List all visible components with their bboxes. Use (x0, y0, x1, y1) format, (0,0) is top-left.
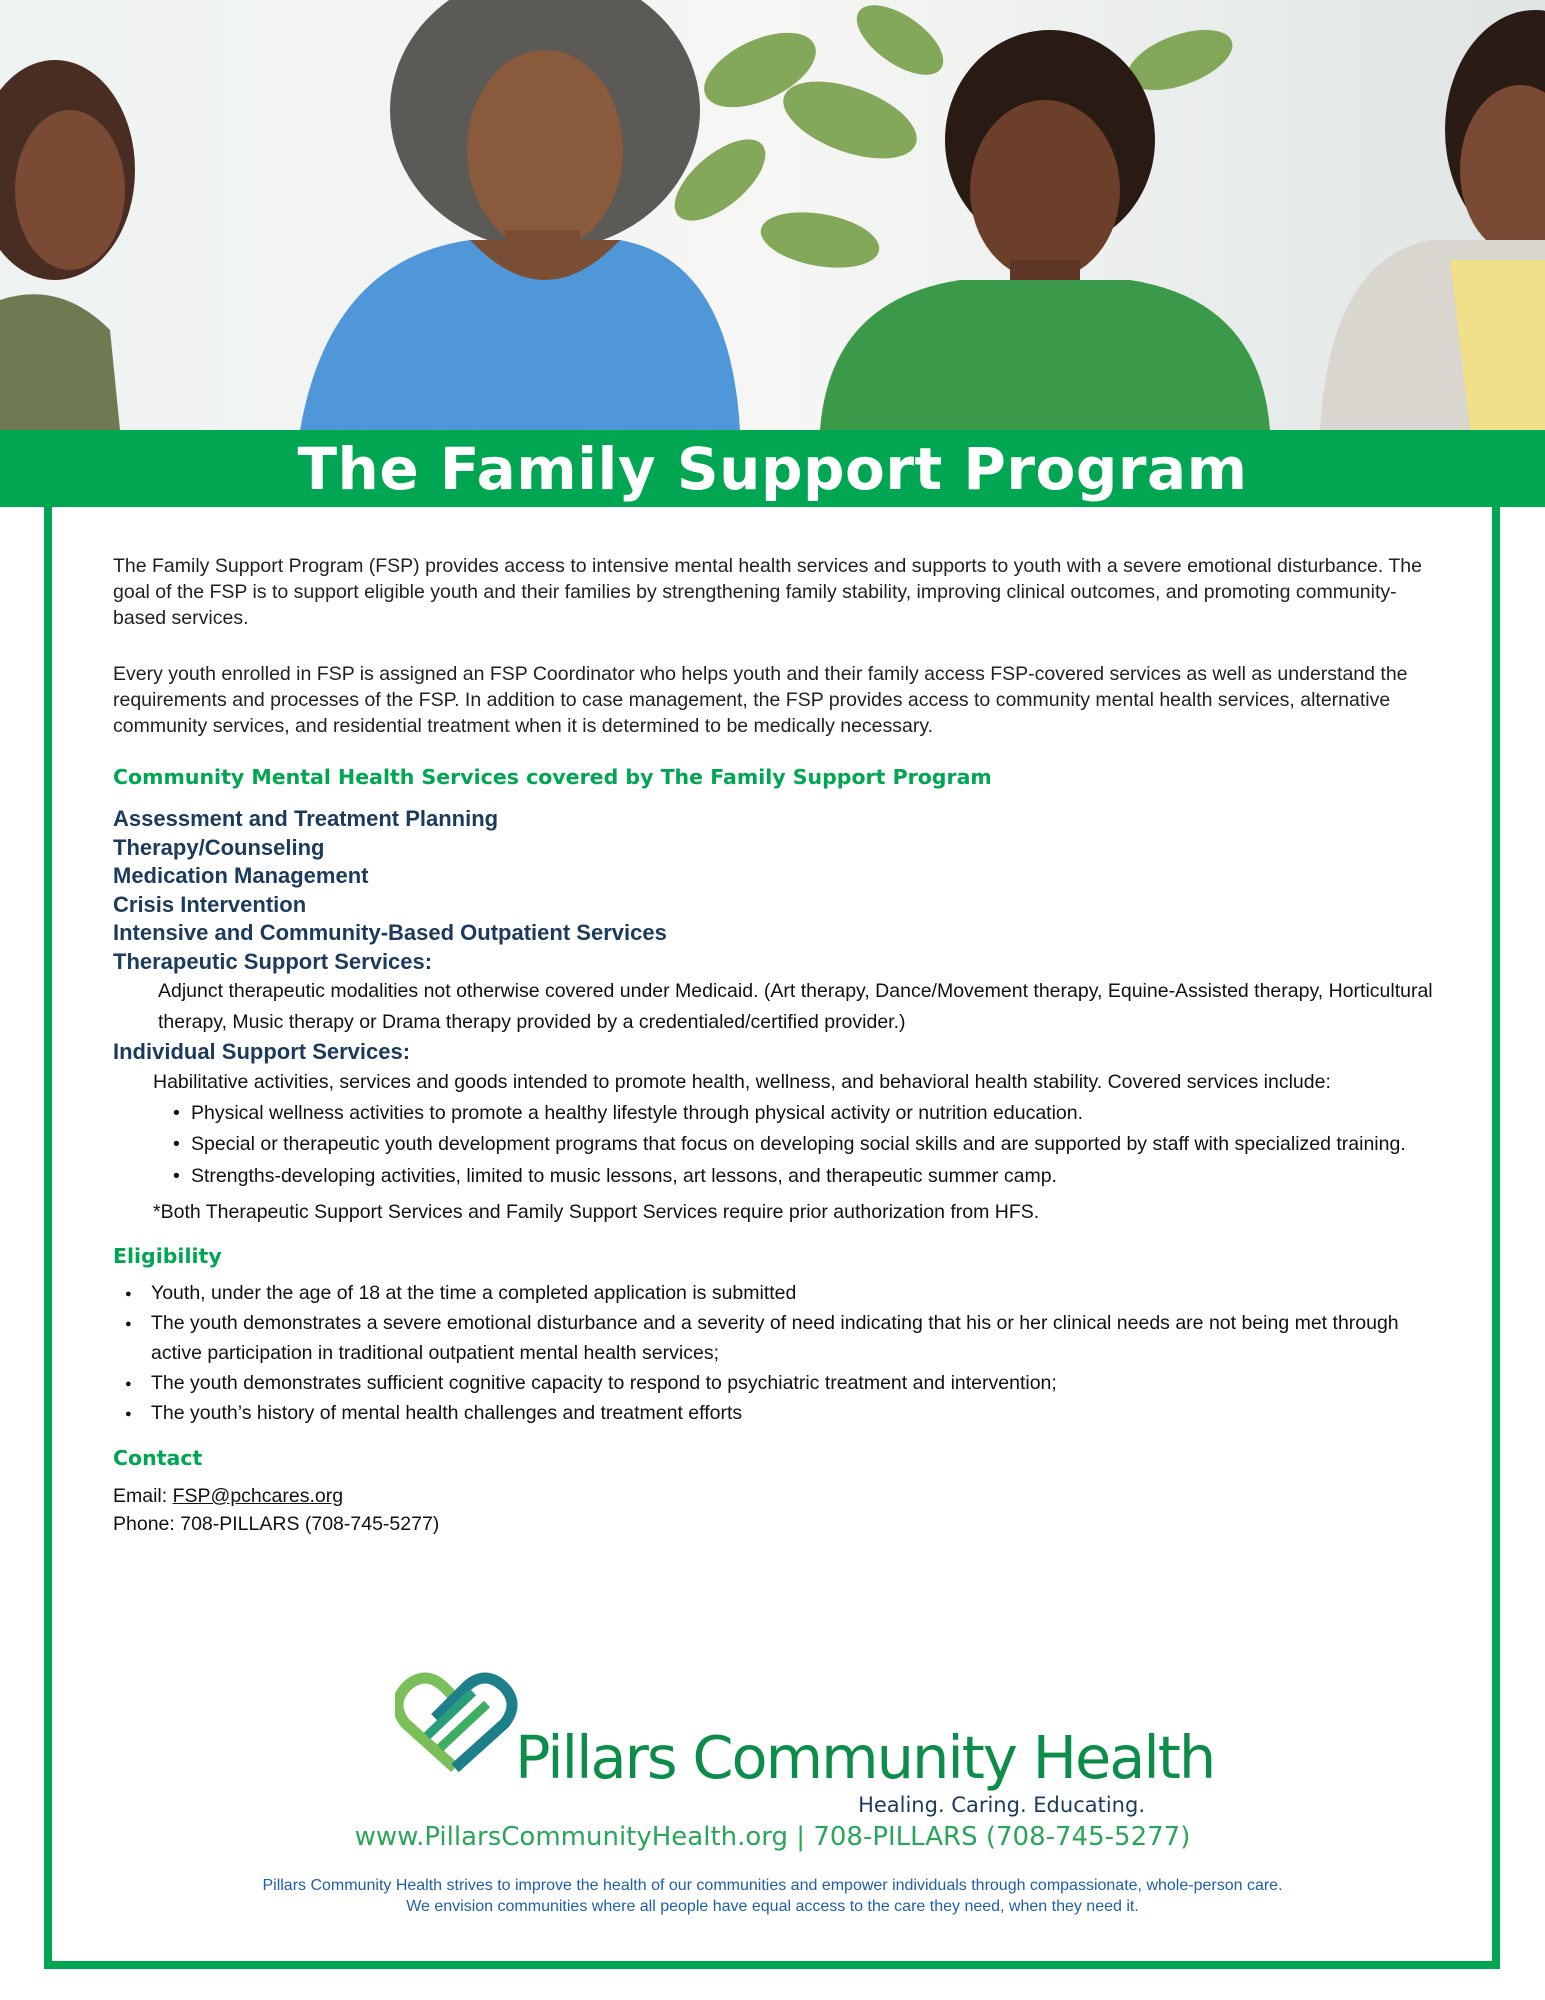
individual-support-desc: Habilitative activities, services and goods intended to promote health, wellness, and behavioral health stability. Covered services include: (153, 1070, 1331, 1093)
services-list (113, 805, 1433, 1226)
list-item: ● The youth demonstrates a severe emotional disturbance and a severity of need indicating that his or her clinical needs are not being met through active participation in traditional outpatient mental health services; (125, 1308, 1433, 1368)
eligibility-list (113, 1278, 1433, 1428)
footer-mission (0, 1875, 1545, 1917)
authorization-note: *Both Therapeutic Support Services and Family Support Services require prior authorization from HFS. (153, 1201, 1040, 1223)
individual-support-bullets (113, 1098, 1433, 1193)
contact-phone-line: Phone: 708-PILLARS (708-745-5277) (113, 1513, 440, 1535)
service-item: Crisis Intervention (113, 891, 307, 917)
hero-photo (0, 0, 1545, 430)
intro-paragraph-2: Every youth enrolled in FSP is assigned an FSP Coordinator who helps youth and their family access FSP-covered services as well as understand the requirements and processes of the FSP. In addition to case management, the FSP provides access to community mental health services, alternative community services, and residential treatment when it is determined to be medically necessary. (113, 663, 1408, 737)
logo-tagline: Healing. Caring. Educating. (858, 1793, 1145, 1817)
title-band (0, 430, 1545, 507)
service-item: Assessment and Treatment Planning (113, 806, 499, 831)
pillars-logo (395, 1668, 1215, 1818)
logo-name: Pillars Community Health (515, 1723, 1215, 1792)
page-title: The Family Support Program (297, 434, 1248, 503)
therapeutic-support-desc: Adjunct therapeutic modalities not otherwise covered under Medicaid. (Art therapy, Dance/Movement therapy, Equine-Assisted therapy, Horticultural therapy, Music therapy or Drama therapy provided by a credentialed/certified provider.) (158, 980, 1433, 1033)
mission-line-2: We envision communities where all people have equal access to the care they need, when they need it. (406, 1898, 1139, 1915)
main-content (113, 553, 1433, 1538)
list-item: • Physical wellness activities to promote a healthy lifestyle through physical activity or nutrition education. (173, 1098, 1433, 1130)
footer-contact-line: www.PillarsCommunityHealth.org | 708-PILLARS (708-745-5277) (354, 1822, 1191, 1852)
intro (113, 553, 1433, 739)
email-label: Email: (113, 1485, 173, 1507)
individual-support-label: Individual Support Services: (113, 1039, 411, 1064)
list-item: ● The youth demonstrates sufficient cognitive capacity to respond to psychiatric treatment and intervention; (125, 1368, 1433, 1398)
service-item: Intensive and Community-Based Outpatient Services (113, 920, 667, 945)
services-heading: Community Mental Health Services covered by The Family Support Program (113, 765, 992, 789)
list-item: ● Youth, under the age of 18 at the time a completed application is submitted (125, 1278, 1433, 1308)
mission-line-1: Pillars Community Health strives to improve the health of our communities and empower individuals through compassionate, whole-person care. (262, 1877, 1283, 1894)
eligibility-heading: Eligibility (113, 1244, 222, 1268)
contact-email-line (113, 1482, 1433, 1510)
list-item: ● The youth’s history of mental health challenges and treatment efforts (125, 1398, 1433, 1428)
list-item: • Strengths-developing activities, limited to music lessons, art lessons, and therapeutic summer camp. (173, 1161, 1433, 1193)
service-item: Therapy/Counseling (113, 834, 325, 860)
heart-logo-icon (395, 1668, 525, 1778)
list-item: • Special or therapeutic youth development programs that focus on developing social skills and are supported by staff with specialized training. (173, 1129, 1433, 1161)
service-item: Medication Management (113, 863, 369, 888)
contact-heading: Contact (113, 1446, 203, 1470)
therapeutic-support-label: Therapeutic Support Services: (113, 948, 433, 974)
intro-paragraph-1: The Family Support Program (FSP) provides access to intensive mental health services and supports to youth with a severe emotional disturbance. The goal of the FSP is to support eligible youth and their families by strengthening family stability, improving clinical outcomes, and promoting community-based services. (113, 555, 1422, 629)
email-link[interactable]: FSP@pchcares.org (172, 1485, 344, 1507)
